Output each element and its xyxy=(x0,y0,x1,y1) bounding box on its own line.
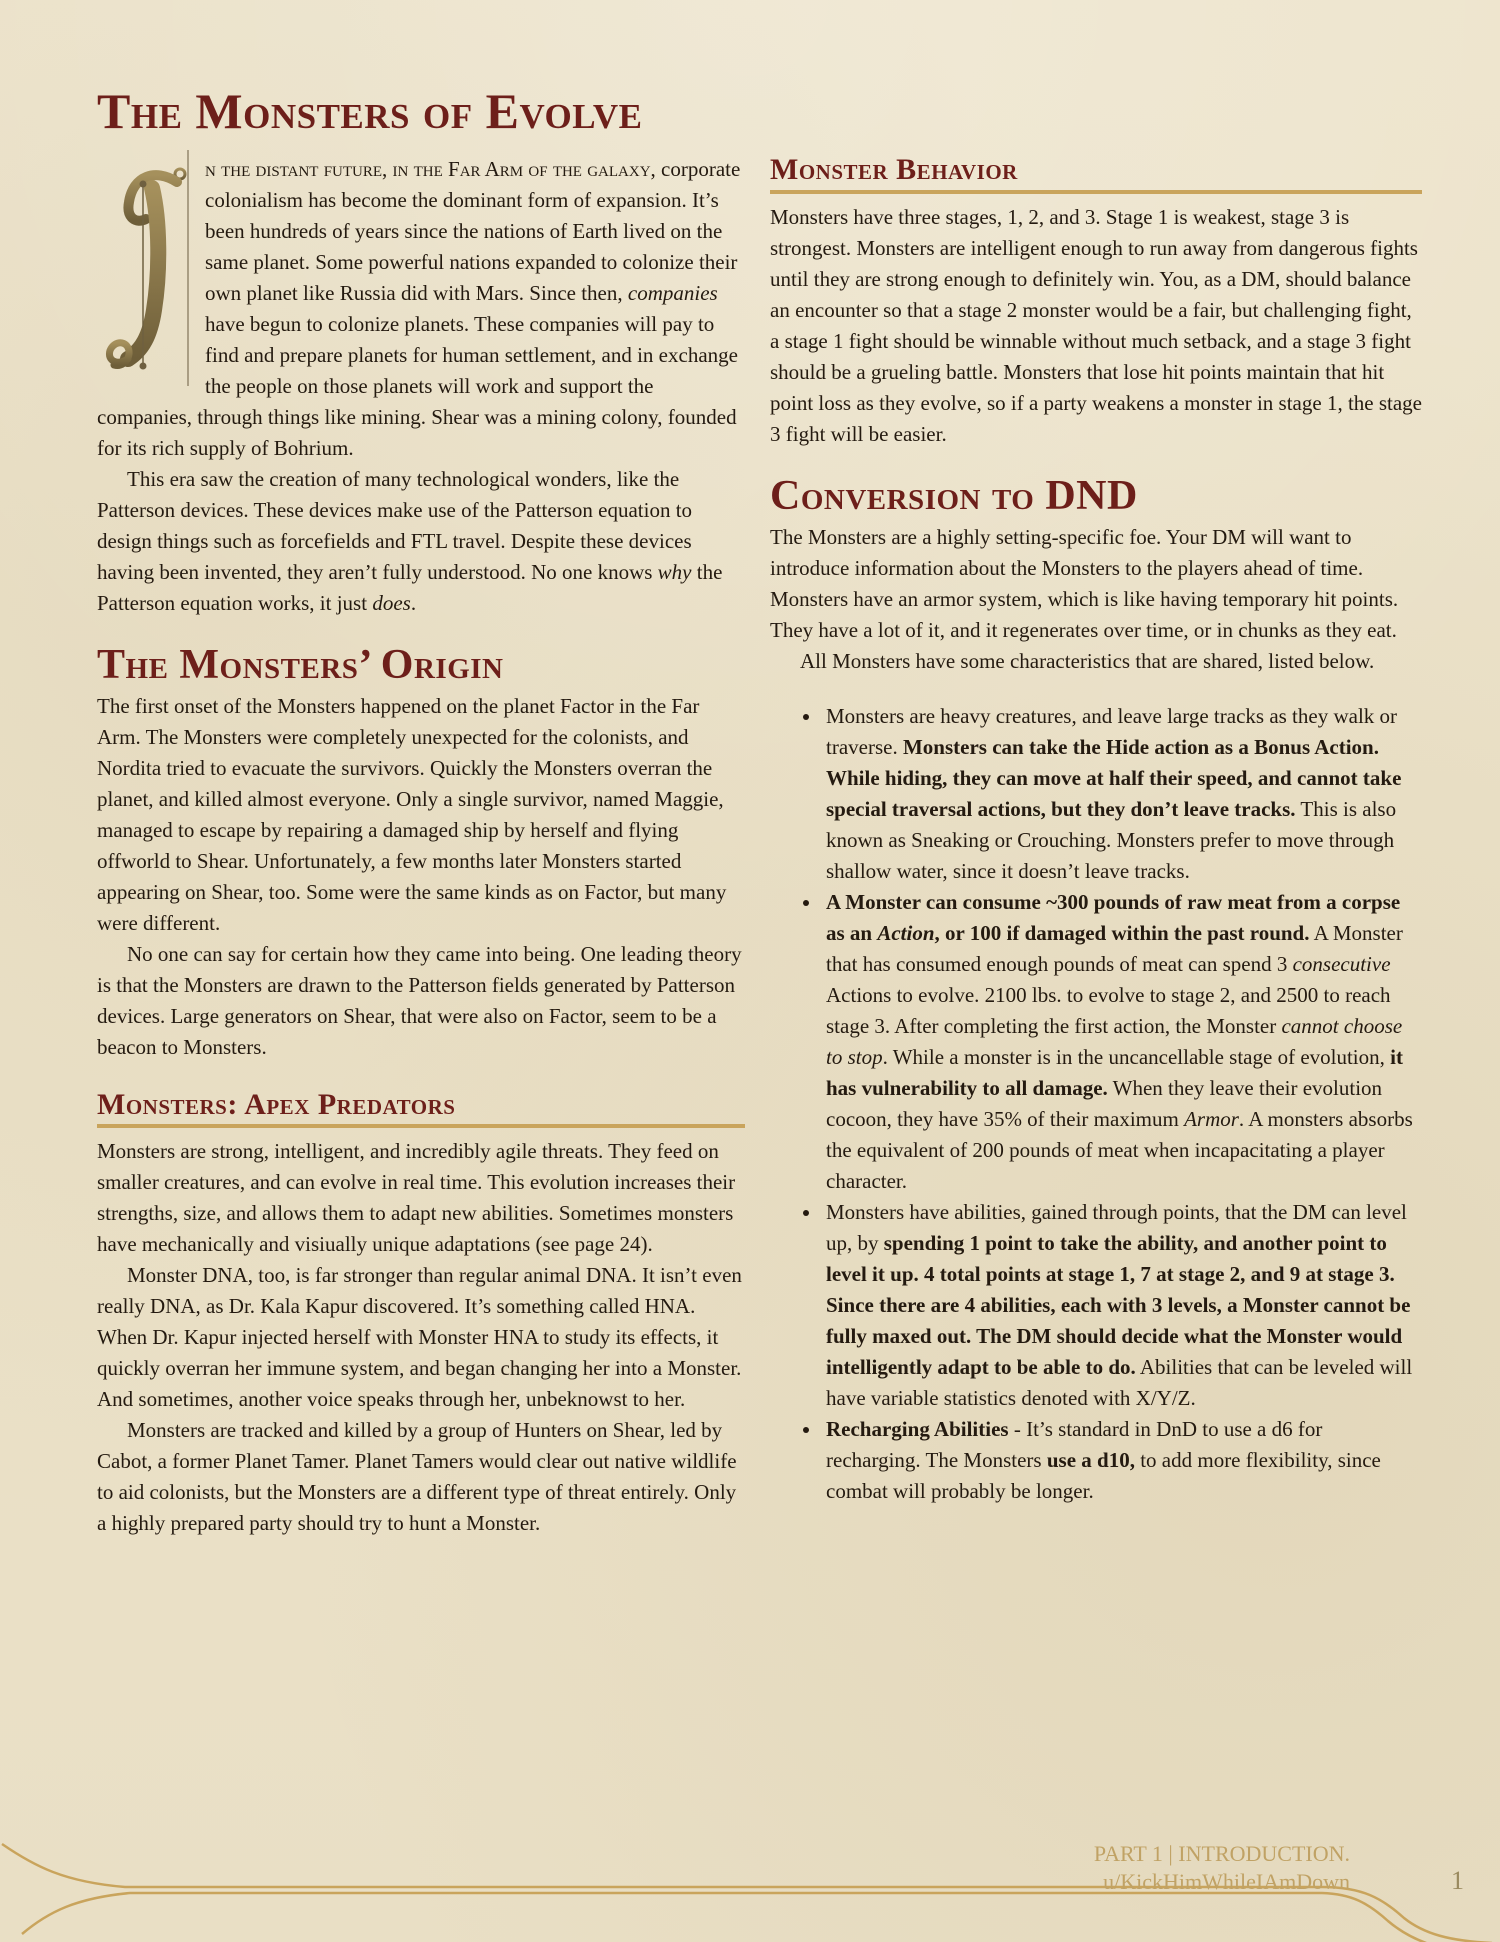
right-column xyxy=(770,150,1422,1507)
drop-cap-initial-icon xyxy=(97,160,189,378)
section-heading-origin: The Monsters’ Origin xyxy=(97,641,504,688)
drop-cap-rule xyxy=(187,150,189,386)
list-item: • Monsters have abilities, gained through points, that the DM can level up, by spending 1 point to take the ability, and another point to level it up. 4 total points at stage 1, 7 at stage 2, and 9 at stage 3. Since there are 4 abilities, each with 3 levels, a Monster cannot be fully maxed out. The DM should decide what the Monster would intelligently adapt to be able to do. Abilities that can be leveled will have variable statistics denoted with X/Y/Z. xyxy=(822,1197,1422,1414)
footer-author: u/KickHimWhileIAmDown xyxy=(1103,1869,1350,1894)
intro-paragraph xyxy=(97,154,745,464)
page-title: The Monsters of Evolve xyxy=(97,83,643,139)
section-heading-monster-behavior: Monster Behavior xyxy=(770,154,1422,194)
page-number: 1 xyxy=(1451,1866,1464,1895)
shared-characteristics-list xyxy=(770,701,1422,1507)
intro-first-line: n the distant future, in the Far Arm of the galaxy, xyxy=(205,156,656,181)
conversion-paragraph-2: All Monsters have some characteristics that are shared, listed below. xyxy=(800,648,1375,673)
conversion-paragraph-1: The Monsters are a highly setting-specific foe. Your DM will want to introduce information about the Monsters to the players ahead of time. Monsters have an armor system, which is like having temporary hit points. They have a lot of it, and it regenerates over time, or in chunks as they eat. xyxy=(770,524,1399,642)
origin-paragraph-1: The first onset of the Monsters happened on the planet Factor in the Far Arm. The Monsters were completely unexpected for the colonists, and Nordita tried to evacuate the survivors. Quickly the Monsters overran the planet, and killed almost everyone. Only a single survivor, named Maggie, managed to escape by repairing a damaged ship by herself and flying offworld to Shear. Unfortunately, a few months later Monsters started appearing on Shear, too. Some were the same kinds as on Factor, but many were different. xyxy=(97,693,727,935)
intro-section xyxy=(97,154,745,464)
section-heading-conversion: Conversion to DND xyxy=(770,472,1138,519)
left-column xyxy=(97,85,745,1539)
footer-part-label: PART 1 | INTRODUCTION. xyxy=(1093,1841,1350,1866)
behavior-paragraph: Monsters have three stages, 1, 2, and 3. Stage 1 is weakest, stage 3 is strongest. Monsters are intelligent enough to run away from dangerous fights until they are strong enough to definitely win. You, as a DM, should balance an encounter so that a stage 2 monster would be a fair, but challenging fight, a stage 1 fight should be winnable without much setback, and a stage 3 fight should be a grueling battle. Monsters that lose hit points maintain that hit point loss as they evolve, so if a party weakens a monster in stage 1, the stage 3 fight will be easier. xyxy=(770,204,1423,446)
list-item: • Monsters are heavy creatures, and leave large tracks as they walk or traverse. Monsters can take the Hide action as a Bonus Action. While hiding, they can move at half their speed, and cannot take special traversal actions, but they don’t leave tracks. This is also known as Sneaking or Crouching. Monsters prefer to move through shallow water, since it doesn’t leave tracks. xyxy=(822,701,1422,887)
origin-paragraph-2: No one can say for certain how they came into being. One leading theory is that the Monsters are drawn to the Patterson fields generated by Patterson devices. Large generators on Shear, that were also on Factor, seem to be a beacon to Monsters. xyxy=(97,941,742,1059)
list-item: • A Monster can consume ~300 pounds of raw meat from a corpse as an Action, or 100 if damaged within the past round. A Monster that has consumed enough pounds of meat can spend 3 consecutive Actions to evolve. 2100 lbs. to evolve to stage 2, and 2500 to reach stage 3. After completing the first action, the Monster cannot choose to stop. While a monster is in the uncancellable stage of evolution, it has vulnerability to all damage. When they leave their evolution cocoon, they have 35% of their maximum Armor. A monsters absorbs the equivalent of 200 pounds of meat when incapacitating a player character. xyxy=(822,887,1422,1197)
section-heading-apex-predators: Monsters: Apex Predators xyxy=(97,1089,745,1129)
intro-paragraph-text: corporate colonialism has become the dominant form of expansion. It’s been hundreds of years since the nations of Earth lived on the same planet. Some powerful nations expanded to colonize their own planet like Russia did with Mars. Since then, companies have begun to colonize planets. These companies will pay to find and prepare planets for human settlement, and in exchange the people on those planets will work and support the companies, through things like mining. Shear was a mining colony, founded for its rich supply of Bohrium. xyxy=(97,156,741,460)
apex-paragraph-3: Monsters are tracked and killed by a group of Hunters on Shear, led by Cabot, a former Planet Tamer. Planet Tamers would clear out native wildlife to aid colonists, but the Monsters are a different type of threat entirely. Only a highly prepared party should try to hunt a Monster. xyxy=(97,1418,737,1536)
era-paragraph: This era saw the creation of many technological wonders, like the Patterson devices. These devices make use of the Patterson equation to design things such as forcefields and FTL travel. Despite these devices having been invented, they aren’t fully understood. No one knows why the Patterson equation works, it just does. xyxy=(97,466,723,615)
page-footer xyxy=(1094,1840,1350,1896)
list-item: • Recharging Abilities - It’s standard in DnD to use a d6 for recharging. The Monsters use a d10, to add more flexibility, since combat will probably be longer. xyxy=(822,1414,1422,1507)
apex-paragraph-1: Monsters are strong, intelligent, and incredibly agile threats. They feed on smaller creatures, and can evolve in real time. This evolution increases their strengths, size, and allows them to adapt new abilities. Sometimes monsters have mechanically and visiually unique adaptations (see page 24). xyxy=(97,1139,736,1257)
apex-paragraph-2: Monster DNA, too, is far stronger than regular animal DNA. It isn’t even really DNA, as Dr. Kala Kapur discovered. It’s something called HNA. When Dr. Kapur injected herself with Monster HNA to study its effects, it quickly overran her immune system, and began changing her into a Monster. And sometimes, another voice speaks through her, unbeknowst to her. xyxy=(97,1263,742,1412)
